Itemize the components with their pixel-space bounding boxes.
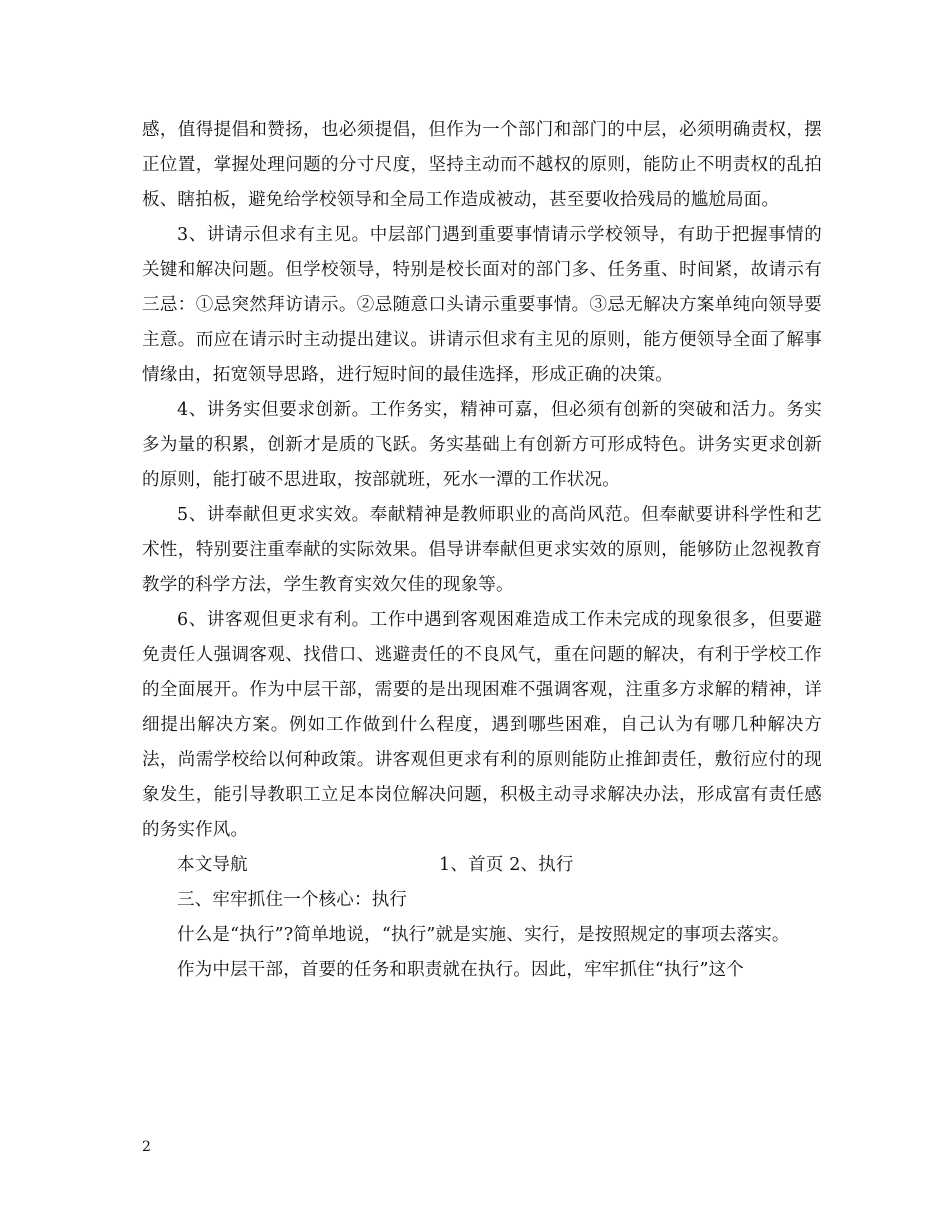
page-number: 2	[142, 1139, 151, 1155]
paragraph-definition: 什么是“执行”?简单地说，“执行”就是实施、实行，是按照规定的事项去落实。	[177, 925, 790, 945]
paragraph-continuation: 感，值得提倡和赞扬，也必须提倡，但作为一个部门和部门的中层，必须明确责权，摆正位置，掌握处理问题的分寸尺度，坚持主动而不越权的原则，能防止不明责权的乱拍板、瞎拍板，避免给学校领导和全局工作造成被动，甚至要收拾残局的尴尬局面。	[142, 120, 822, 210]
section-heading: 三、牢牢抓住一个核心：执行	[177, 890, 408, 910]
paragraph-item-4: 4、讲务实但要求创新。工作务实，精神可嘉，但必须有创新的突破和活力。务实多为量的积累，创新才是质的飞跃。务实基础上有创新方可形成特色。讲务实更求创新的原则，能打破不思进取，按部就班，死水一潭的工作状况。	[142, 400, 822, 490]
article-navigation	[142, 848, 822, 883]
article-navigation-label: 本文导航	[177, 855, 248, 875]
paragraph-duty: 作为中层干部，首要的任务和职责就在执行。因此，牢牢抓住“执行”这个	[177, 960, 744, 980]
body-text	[142, 113, 822, 988]
paragraph-item-5: 5、讲奉献但更求实效。奉献精神是教师职业的高尚风范。但奉献要讲科学性和艺术性，特别要注重奉献的实际效果。倡导讲奉献但更求实效的原则，能够防止忽视教育教学的科学方法，学生教育实效欠佳的现象等。	[142, 505, 822, 595]
article-navigation-links[interactable]: 1、首页 2、执行	[439, 855, 574, 875]
paragraph-item-6: 6、讲客观但更求有利。工作中遇到客观困难造成工作未完成的现象很多，但要避免责任人强调客观、找借口、逃避责任的不良风气，重在问题的解决，有利于学校工作的全面展开。作为中层干部，需要的是出现困难不强调客观，注重多方求解的精神，详细提出解决方案。例如工作做到什么程度，遇到哪些困难，自己认为有哪几种解决方法，尚需学校给以何种政策。讲客观但更求有利的原则能防止推卸责任，敷衍应付的现象发生，能引导教职工立足本岗位解决问题，积极主动寻求解决办法，形成富有责任感的务实作风。	[142, 610, 822, 840]
paragraph-item-3: 3、讲请示但求有主见。中层部门遇到重要事情请示学校领导，有助于把握事情的关键和解决问题。但学校领导，特别是校长面对的部门多、任务重、时间紧，故请示有三忌：①忌突然拜访请示。②忌随意口头请示重要事情。③忌无解决方案单纯向领导要主意。而应在请示时主动提出建议。讲请示但求有主见的原则，能方便领导全面了解事情缘由，拓宽领导思路，进行短时间的最佳选择，形成正确的决策。	[142, 225, 822, 385]
